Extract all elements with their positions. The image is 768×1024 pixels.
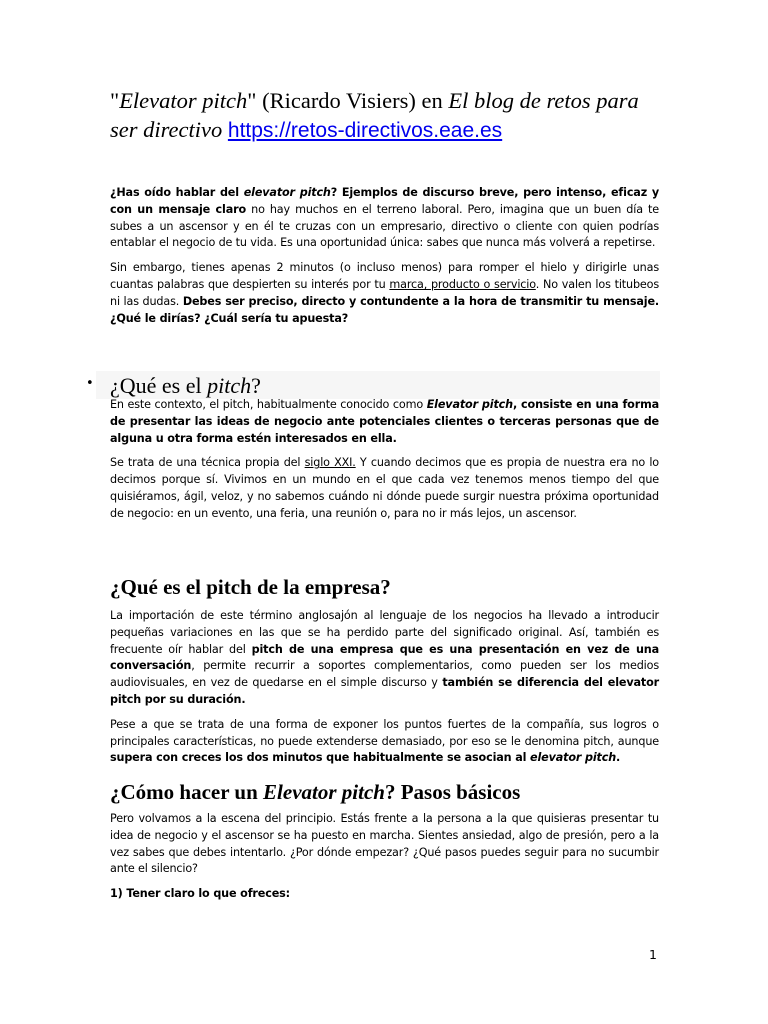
- bullet-point: •: [86, 376, 94, 391]
- section-heading-pitch: ¿Qué es el pitch?: [110, 373, 261, 398]
- section1-text: [110, 397, 659, 531]
- section1-paragraph-1: En este contexto, el pitch, habitualmente conocido como Elevator pitch, consiste en una forma de presentar las ideas de negocio ante potenciales clientes o terceras personas que de alguna u otra forma estén interesados en ella.: [110, 398, 659, 445]
- section-heading-how-to: ¿Cómo hacer un Elevator pitch? Pasos básicos: [110, 780, 521, 804]
- product-link-text[interactable]: marca, producto o servicio: [389, 277, 536, 291]
- section2-text: [110, 608, 659, 775]
- section-heading-company-pitch: ¿Qué es el pitch de la empresa?: [110, 575, 391, 599]
- title-italic: Elevator pitch: [119, 88, 248, 113]
- step-1-label: 1) Tener claro lo que ofreces:: [110, 887, 290, 901]
- intro-paragraph-1: ¿Has oído hablar del elevator pitch? Ejemplos de discurso breve, pero intenso, eficaz y con un mensaje claro no hay muchos en el terreno laboral. Pero, imagina que un buen día te subes a un ascensor y en él te cruzas con un empresario, directivo o cliente con quien podrías entablar el negocio de tu vida. Es una oportunidad única: sabes que nunca más volverá a repetirse.: [110, 186, 659, 250]
- intro-text: [110, 185, 659, 335]
- section3-paragraph-1: Pero volvamos a la escena del principio. Estás frente a la persona a la que quisieras presentar tu idea de negocio y el ascensor se ha puesto en marcha. Sientes ansiedad, algo de presión, pero a la vez sabes que debes intentarlo. ¿Por dónde empezar? ¿Qué pasos puedes seguir para no sucumbir ante el silencio?: [110, 812, 659, 876]
- page-number: 1: [649, 947, 657, 962]
- section3-text: [110, 811, 659, 911]
- intro-paragraph-2: Sin embargo, tienes apenas 2 minutos (o incluso menos) para romper el hielo y dirigirle unas cuantas palabras que despierten su interés por tu marca, producto o servicio. No valen los titubeos ni las dudas. Debes ser preciso, directo y contundente a la hora de transmitir tu mensaje. ¿Qué le dirías? ¿Cuál sería tu apuesta?: [110, 261, 660, 325]
- blog-url-link[interactable]: https://retos-directivos.eae.es: [227, 119, 503, 142]
- document-title: "Elevator pitch" (Ricardo Visiers) en El blog de retos para ser directivo https://retos-directivos.eae.es: [110, 88, 639, 142]
- century-link-text[interactable]: siglo XXI.: [304, 456, 356, 470]
- title-author: (Ricardo Visiers) en: [256, 88, 449, 113]
- section2-paragraph-2: Pese a que se trata de una forma de exponer los puntos fuertes de la compañía, sus logros o principales características, no puede extenderse demasiado, por eso se le denomina pitch, aunque supera con creces los dos minutos que habitualmente se asocian al elevator pitch.: [110, 717, 659, 765]
- section2-paragraph-1: La importación de este término anglosajón al lenguaje de los negocios ha llevado a introducir pequeñas variaciones en las que se ha perdido parte del significado original. Así, también es frecuente oír hablar del pitch de una empresa que es una presentación en vez de una conversación, permite recurrir a soportes complementarios, como pueden ser los medios audiovisuales, en vez de quedarse en el simple discurso y también se diferencia del elevator pitch por su duración.: [110, 609, 660, 706]
- section1-paragraph-2: Se trata de una técnica propia del siglo XXI. Y cuando decimos que es propia de nuestra era no lo decimos porque sí. Vivimos en un mundo en el que cada vez tenemos menos tiempo del que quisiéramos, ágil, veloz, y no sabemos cuándo ni dónde puede surgir nuestra próxima oportunidad de negocio: en un evento, una feria, una reunión o, para no ir más lejos, un ascensor.: [110, 456, 659, 520]
- blog-name: El blog de retos para ser directivo: [110, 88, 639, 142]
